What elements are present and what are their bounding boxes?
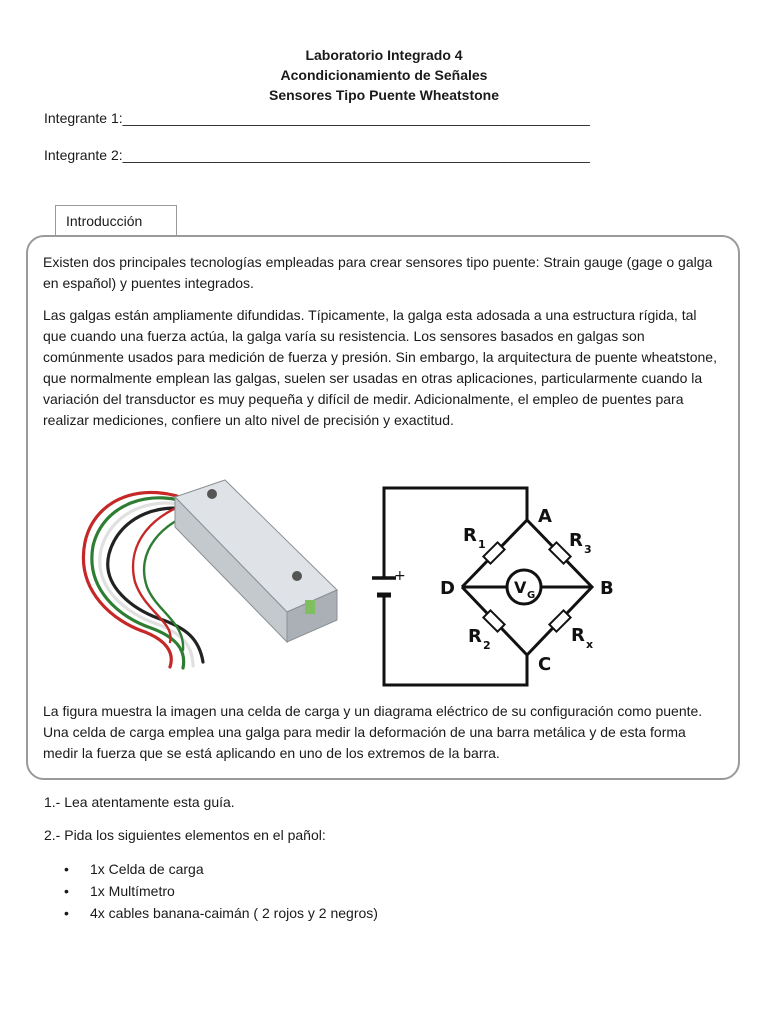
vg-label: V (514, 578, 527, 597)
vg-subscript: G (527, 590, 536, 601)
list-item: • 4x cables banana-caimán ( 2 rojos y 2 negros) (64, 902, 378, 924)
member-1-blank: ____________________________________________________________ (122, 110, 590, 126)
r3-subscript: 3 (584, 543, 592, 556)
member-2-blank: ____________________________________________________________ (122, 147, 590, 163)
intro-paragraph-2: Las galgas están ampliamente difundidas. Típicamente, la galga esta adosada a una estructura rígida, tal que cuando una fuerza actúa, la galga varía su resistencia. Los sensores basados en galgas son comúnmente usados para medición de fuerza y presión. Sin embargo, la arquitectura de puente wheatstone, que normalmente emplean las galgas, suelen ser usadas en otras aplicaciones, particularmente cuando la variación del transductor es muy pequeña y difícil de medir. Adicionalmente, el empleo de puentes para realizar mediciones, confiere un alto nivel de precisión y exactitud. (43, 307, 717, 428)
member-1-line (44, 110, 590, 126)
rx-subscript: x (586, 638, 594, 651)
node-c-label: C (538, 654, 552, 675)
r1-label: R (463, 525, 477, 546)
r2-label: R (468, 626, 482, 647)
header-line-2: Acondicionamiento de Señales (280, 67, 488, 83)
wheatstone-bridge-diagram (360, 480, 640, 690)
load-cell-photo (75, 472, 340, 672)
header-line-1: Laboratorio Integrado 4 (305, 47, 463, 63)
header-line-3: Sensores Tipo Puente Wheatstone (268, 87, 499, 103)
member-2-label: Integrante 2: (44, 147, 123, 163)
rx-label: R (571, 625, 585, 646)
node-d-label: D (440, 578, 455, 599)
battery-plus-label: + (394, 568, 406, 584)
member-1-label: Integrante 1: (44, 110, 123, 126)
node-a-label: A (538, 506, 552, 527)
items-list (64, 858, 378, 924)
r3-label: R (569, 530, 583, 551)
intro-paragraph-3: La figura muestra la imagen una celda de carga y un diagrama eléctrico de su configuración como puente. Una celda de carga emplea una galga para medir la deformación de una barra metálica y de esta forma medir la fuerza que se está aplicando en uno de los extremos de la barra. (43, 703, 703, 761)
r2-subscript: 2 (483, 639, 491, 652)
step-1: 1.- Lea atentamente esta guía. (44, 794, 235, 810)
list-item: • 1x Multímetro (64, 880, 378, 902)
r1-subscript: 1 (478, 538, 486, 551)
intro-tab: Introducción (55, 205, 177, 235)
node-b-label: B (600, 578, 614, 599)
member-2-line (44, 147, 590, 163)
document-header (0, 45, 768, 105)
intro-paragraph-1: Existen dos principales tecnologías empleadas para crear sensores tipo puente: Strain gauge (gage o galga en español) y puentes integrados. (43, 254, 713, 291)
step-2: 2.- Pida los siguientes elementos en el pañol: (44, 827, 326, 843)
list-item: • 1x Celda de carga (64, 858, 378, 880)
